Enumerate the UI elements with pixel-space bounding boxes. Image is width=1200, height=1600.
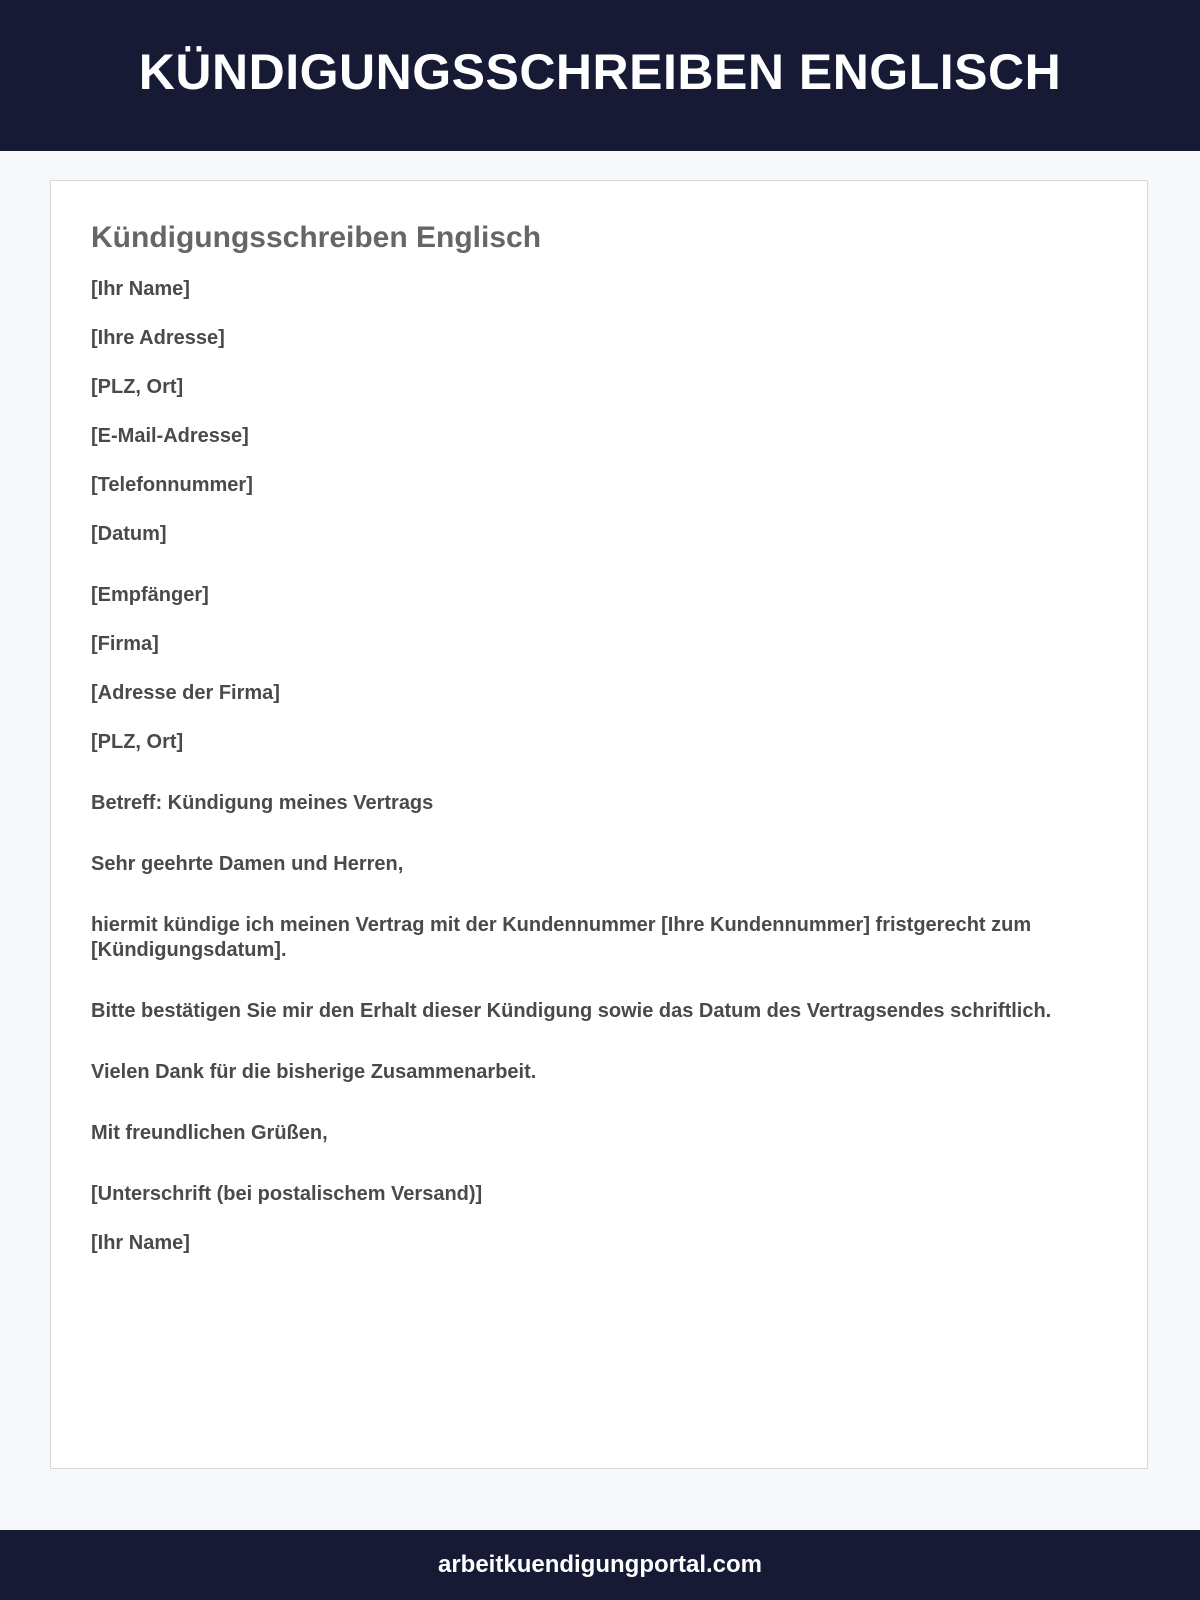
letter-signature-name: [Ihr Name] xyxy=(91,1232,190,1254)
letter-paragraph-1: hiermit kündige ich meinen Vertrag mit der Kundennummer [Ihre Kundennummer] fristgerecht zum [Kündigungsdatum]. xyxy=(91,914,1032,961)
letter-signature: [Unterschrift (bei postalischem Versand)] xyxy=(91,1183,483,1205)
page-header xyxy=(0,0,1200,151)
letter-subject: Betreff: Kündigung meines Vertrags xyxy=(91,792,434,814)
recipient-zip-city: [PLZ, Ort] xyxy=(91,731,184,753)
page-title: KÜNDIGUNGSSCHREIBEN ENGLISCH xyxy=(138,43,1062,100)
sender-name: [Ihr Name] xyxy=(91,278,190,300)
recipient-company: [Firma] xyxy=(91,633,159,655)
letter-paragraph-3: Vielen Dank für die bisherige Zusammenarbeit. xyxy=(91,1061,537,1083)
letter-paragraph-2: Bitte bestätigen Sie mir den Erhalt dieser Kündigung sowie das Datum des Vertragsendes schriftlich. xyxy=(91,1000,1052,1022)
sender-zip-city: [PLZ, Ort] xyxy=(91,376,184,398)
letter-date: [Datum] xyxy=(91,523,167,545)
recipient-name: [Empfänger] xyxy=(91,584,209,606)
sender-email: [E-Mail-Adresse] xyxy=(91,425,249,447)
recipient-company-address: [Adresse der Firma] xyxy=(91,682,280,704)
footer-site-link[interactable]: arbeitkuendigungportal.com xyxy=(437,1551,763,1578)
sender-phone: [Telefonnummer] xyxy=(91,474,253,496)
letter-card xyxy=(50,180,1148,1469)
letter-closing: Mit freundlichen Grüßen, xyxy=(91,1122,328,1144)
page-footer xyxy=(0,1530,1200,1600)
sender-address: [Ihre Adresse] xyxy=(91,327,225,349)
letter-salutation: Sehr geehrte Damen und Herren, xyxy=(91,853,404,875)
letter-title: Kündigungsschreiben Englisch xyxy=(91,221,542,254)
